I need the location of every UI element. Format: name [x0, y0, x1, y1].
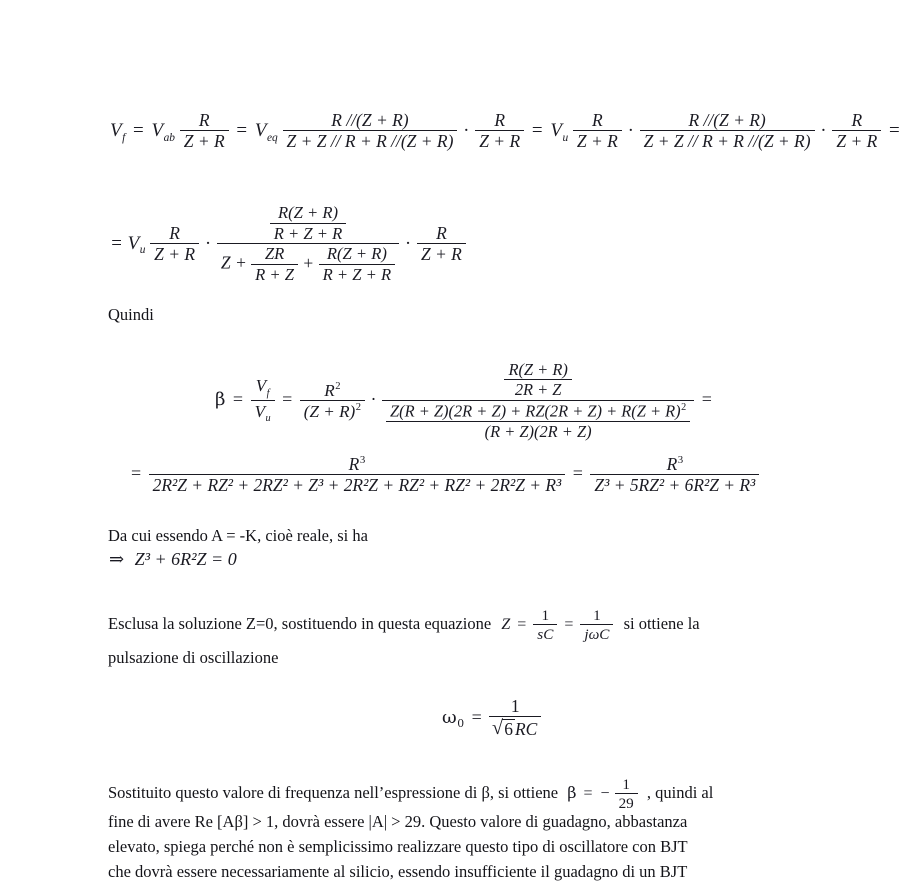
eq4-fraction-1: [149, 455, 566, 495]
eq2-inner-den-fraction-1: [251, 246, 298, 283]
eq1-trailing-equals: =: [889, 119, 900, 141]
eq3-big-num: [382, 362, 694, 401]
eq1-frac3-num: R: [475, 112, 524, 131]
eq2-frac1-num: R: [150, 225, 199, 244]
equation-2: [110, 205, 466, 283]
eq3-big-num-fraction: [504, 362, 571, 399]
eq1-frac6-den: Z + R: [836, 131, 878, 152]
eq3-big-num-num: R(Z + R): [504, 362, 571, 380]
paragraph-final-line-2: fine di avere Re [Aβ] > 1, dovrà essere |A| > 29. Questo valore di guadagno, abbastanza: [108, 812, 688, 831]
eq4-lead-equals: =: [131, 462, 142, 483]
eq1-frac3-den: Z + R: [479, 131, 521, 152]
quindi-label: Quindi: [108, 305, 154, 324]
eq4-frac1-num: $R^3$: [149, 455, 566, 475]
eq-z-f2-den: jωC: [584, 626, 610, 644]
omega-den-rest: RC: [515, 719, 538, 740]
eq3-big-den-den: (R + Z)(2R + Z): [484, 421, 592, 441]
eq1-equals-3: =: [531, 119, 543, 141]
beta-value-num: 1: [615, 777, 638, 794]
omega-symbol: $\omega_0$: [442, 706, 465, 731]
eq2-inner-den-plus: +: [303, 252, 314, 273]
eq2-inner-den-lead: Z +: [220, 252, 247, 273]
eq1-frac5-den: Z + Z // R + R //(Z + R): [643, 131, 811, 152]
eq2-inner-den-f1-num: ZR: [251, 246, 298, 265]
eq2-dot-1: ·: [204, 232, 212, 254]
eq5-expression: Z³ + 6R²Z = 0: [134, 549, 237, 569]
eq-z-equals-1: =: [517, 615, 527, 633]
eq-z-equals-2: =: [564, 615, 574, 633]
eq-z-f1-den: sC: [537, 626, 554, 644]
eq4-frac2-num: $R^3$: [590, 455, 759, 475]
eq1-fraction-3: [475, 112, 524, 151]
eq3-big-den-num: $Z(R + Z)(2R + Z) + RZ(2R + Z) + R(Z + R)^2$: [386, 403, 690, 422]
eq5-implies-arrow: ⇒: [109, 549, 125, 569]
eq2-inner-top-den: R + Z + R: [273, 223, 343, 243]
eq1-vu: $V_u$: [550, 119, 569, 144]
eq3-vf-over-vu: [251, 377, 275, 424]
eq3-equals-1: =: [232, 389, 244, 410]
eq3-vu: $V_u$: [254, 402, 271, 425]
equation-1: [110, 112, 903, 151]
eq1-equals-1: =: [133, 119, 144, 141]
eq3-big-den: [382, 401, 694, 440]
eq1-fraction-5: [640, 112, 815, 151]
eq2-frac3-den: Z + R: [420, 244, 462, 265]
eq2-inner-den-f2-den: R + Z + R: [322, 264, 392, 284]
eq1-frac6-num: R: [832, 112, 881, 131]
eq1-fraction-4: [573, 112, 622, 151]
paragraph-final-line-4: che dovrà essere necessariamente al silicio, essendo insufficiente il guadagno di un BJT: [108, 862, 688, 881]
eq-z-f1-num: 1: [533, 608, 557, 625]
eq1-vab: $V_{ab}$: [151, 119, 175, 144]
eq1-equals-2: =: [236, 119, 248, 141]
eq3-vf: $V_f$: [251, 377, 275, 401]
equation-4-expanded: [128, 455, 759, 495]
final-text-before: Sostituito questo valore di frequenza nell’espressione di β, si ottiene: [108, 782, 559, 802]
eq1-dot-1: ·: [463, 119, 470, 141]
eq3-dot: ·: [370, 389, 377, 410]
final-text-after: , quindi al: [646, 782, 714, 802]
eq-z-fraction-2: [580, 608, 613, 642]
eq3-trailing-equals: =: [701, 389, 712, 410]
esclusa-text-before: Esclusa la soluzione Z=0, sostituendo in questa equazione: [108, 613, 492, 633]
omega-frac-num: 1: [489, 698, 541, 717]
omega-fraction: [489, 698, 541, 739]
beta-value-fraction: [615, 777, 638, 811]
paragraph-esclusa: [108, 608, 868, 642]
paragraph-final-line-1: [108, 777, 868, 811]
eq-z-f2-num: 1: [580, 608, 613, 625]
eq2-inner-den-f2-num: R(Z + R): [319, 246, 396, 265]
esclusa-text-after: si ottiene la: [623, 613, 700, 633]
equation-omega-zero: [442, 698, 541, 739]
eq1-dot-2: ·: [627, 119, 634, 141]
eq1-frac2-den: Z + Z // R + R //(Z + R): [286, 131, 454, 152]
eq1-dot-3: ·: [820, 119, 827, 141]
eq3-big-fraction: [382, 362, 694, 440]
eq2-compound-fraction: [217, 205, 399, 283]
eq2-inner-top-num: R(Z + R): [270, 205, 347, 224]
eq1-frac4-num: R: [573, 112, 622, 131]
eq2-lead: = $V_u$: [110, 232, 146, 257]
eq2-frac3-num: R: [417, 225, 466, 244]
beta-value-minus: −: [600, 784, 610, 802]
eq2-fraction-1: [150, 222, 199, 265]
eq2-inner-top-fraction: [270, 205, 347, 242]
eq4-frac2-den: Z³ + 5RZ² + 6R²Z + R³: [594, 475, 756, 496]
eq1-fraction-1: [180, 112, 229, 151]
eq2-fraction-3: [417, 222, 466, 265]
eq3-r2-den: $(Z + R)^2$: [303, 402, 362, 422]
inline-equation-z: [501, 608, 613, 642]
eq3-big-num-den: 2R + Z: [514, 380, 562, 400]
eq3-beta-symbol: β: [215, 389, 226, 411]
eq1-fraction-2: [283, 112, 458, 151]
eq4-fraction-2: [590, 455, 759, 495]
eq3-r2-num: $R^2$: [300, 382, 365, 401]
sqrt-icon: [493, 719, 515, 738]
equation-5-arrow: [108, 550, 237, 568]
eq-z-symbol: Z: [501, 615, 511, 633]
eq3-r2-fraction: [300, 382, 365, 420]
eq1-frac5-num: R //(Z + R): [640, 112, 815, 131]
eq2-compound-den: [217, 244, 399, 283]
eq1-frac1-num: R: [180, 112, 229, 131]
eq1-frac1-den: Z + R: [183, 131, 225, 152]
eq1-fraction-6: [832, 112, 881, 151]
eq4-equals: =: [572, 462, 583, 483]
eq1-veq: $V_{eq}$: [254, 119, 278, 144]
eq2-dot-2: ·: [404, 232, 412, 254]
line-da-cui: Da cui essendo A = -K, cioè reale, si ha: [108, 526, 368, 545]
beta-value-symbol: β: [567, 782, 577, 802]
omega-frac-den: [489, 717, 541, 738]
eq3-big-den-fraction: [386, 403, 690, 440]
eq1-vf: $V_f$: [110, 119, 126, 144]
omega-radicand: 6: [504, 719, 514, 740]
line-pulsazione: pulsazione di oscillazione: [108, 648, 279, 667]
eq1-frac4-den: Z + R: [576, 131, 618, 152]
eq2-frac1-den: Z + R: [154, 244, 196, 265]
eq2-compound-num: [217, 205, 399, 244]
beta-value-den: 29: [618, 795, 634, 813]
inline-equation-beta-value: [567, 777, 638, 811]
beta-value-equals: =: [583, 784, 593, 802]
eq2-inner-den-fraction-2: [319, 246, 396, 283]
eq2-inner-den-f1-den: R + Z: [255, 264, 294, 284]
equation-3-beta: [215, 362, 715, 440]
eq4-frac1-den: 2R²Z + RZ² + 2RZ² + Z³ + 2R²Z + RZ² + RZ² + 2R²Z + R³: [152, 475, 562, 496]
paragraph-final-line-3: elevato, spiega perché non è semplicissimo realizzare questo tipo di oscillatore con BJT: [108, 837, 688, 856]
eq3-equals-2: =: [282, 389, 293, 410]
omega-equals: =: [471, 706, 482, 727]
eq-z-fraction-1: [533, 608, 557, 642]
eq1-frac2-num: R //(Z + R): [283, 112, 458, 131]
